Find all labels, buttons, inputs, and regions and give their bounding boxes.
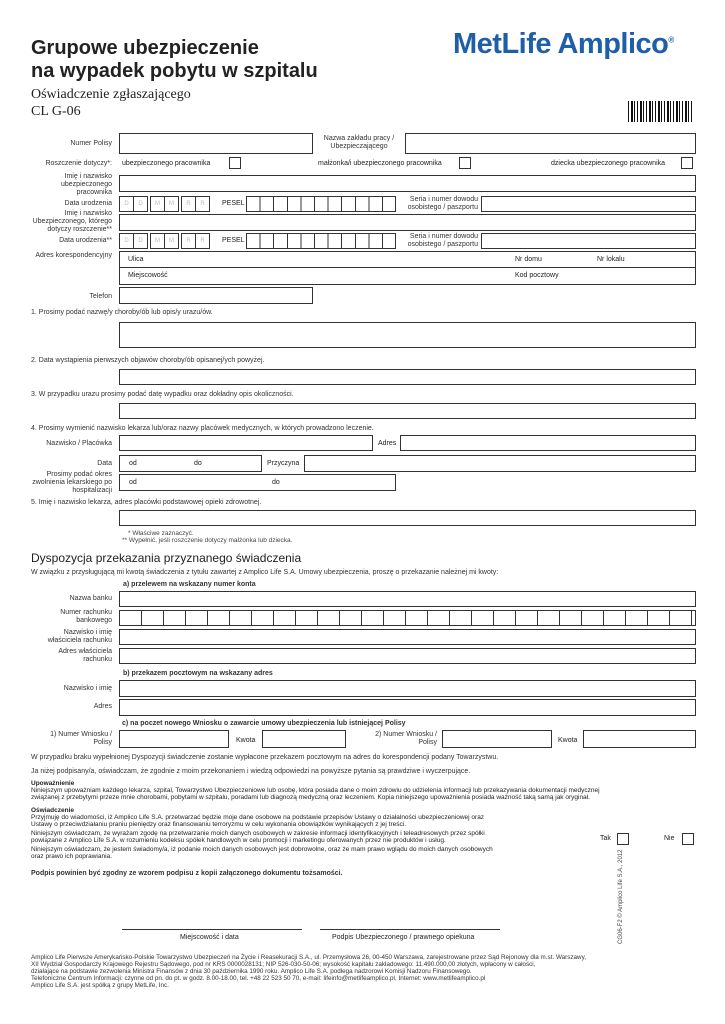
question-3: 3. W przypadku urazu prosimy podać datę wypadku oraz dokładny opis okoliczności.	[31, 391, 294, 398]
postal-address-label: Adres	[93, 703, 112, 710]
question-1-input[interactable]	[119, 322, 696, 348]
statement-line-5: Niniejszym oświadczam, że jestem świadomy/a, iż podanie moich danych osobowych jest dobrowolne, oraz że mam prawo wglądu do moich danych osobowych	[31, 846, 493, 853]
side-copyright: CG06-F2 © Amplico Life S.A., 2012	[618, 849, 624, 944]
phone-input[interactable]	[119, 287, 313, 304]
policy-number-input[interactable]	[119, 133, 313, 154]
postcode-label: Kod pocztowy	[515, 272, 559, 279]
payout-heading: Dyspozycja przekazania przyznanego świadczenia	[31, 551, 302, 565]
sick-leave-input[interactable]	[119, 474, 396, 491]
postal-note: W przypadku braku wypełnionej Dyspozycji świadczenie zostanie wypłacone przekazem pocztowym na adres do korespondencji podany Towarzystwu.	[31, 754, 499, 761]
authorization-text-2: związanej z przebytymi przeze mnie chorobami, pobytami w szpitalu, poradami lub diagnozą medyczną oraz leczeniem. Kopia niniejszego upoważnienia posiada ważność taką samą jak oryginał.	[31, 794, 590, 801]
consent-no-label: Nie	[664, 835, 675, 842]
facility-address-label: Adres	[378, 440, 397, 447]
amount-2-input[interactable]	[583, 730, 696, 748]
street-label: Ulica	[128, 256, 144, 263]
account-no-input[interactable]	[119, 610, 696, 626]
treatment-date-input[interactable]	[119, 455, 262, 472]
insured-name-label: Imię i nazwisko ubezpieczonego pracownika	[61, 173, 112, 196]
doctor-facility-input[interactable]	[119, 435, 373, 451]
payout-intro: W związku z przysługującą mi kwotą świadczenia z tytułu zawartej z Amplico Life S.A. Umowy ubezpieczenia, proszę o przekazanie należnej mi kwoty:	[31, 569, 499, 576]
owner-address-input[interactable]	[119, 648, 696, 664]
consent-no-checkbox[interactable]	[682, 833, 694, 845]
birth-date2-cell[interactable]: M	[164, 233, 179, 249]
birth-date2-cell[interactable]: D	[133, 233, 148, 249]
policy-2-input[interactable]	[442, 730, 552, 748]
amount-1-label: Kwota	[236, 737, 256, 744]
statement-line-6: oraz prawo ich poprawiania.	[31, 853, 112, 860]
statement-line-1: Przyjmuję do wiadomości, iż Amplico Life S.A. przetwarzać będzie moje dane osobowe na podstawie przepisów Ustawy o działalności ubezpieczeniowej oraz	[31, 814, 485, 821]
bank-name-input[interactable]	[119, 591, 696, 607]
birth-date-label: Data urodzenia	[64, 200, 112, 207]
question-5: 5. Imię i nazwisko lekarza, adres placówki podstawowej opieki zdrowotnej.	[31, 499, 262, 506]
id-doc2-label: Seria i numer dowodu osobistego / paszportu	[407, 233, 478, 248]
bank-name-label: Nazwa banku	[69, 595, 112, 602]
question-4: 4. Prosimy wymienić nazwisko lekarza lub/oraz nazwy placówek medycznych, w których prowadzono leczenie.	[31, 425, 374, 432]
policy-1-input[interactable]	[119, 730, 229, 748]
amount-1-input[interactable]	[262, 730, 346, 748]
pesel-label: PESEL	[222, 200, 245, 207]
address-label: Adres korespondencyjny	[35, 252, 112, 259]
postal-name-input[interactable]	[119, 680, 696, 697]
pesel-input[interactable]	[246, 196, 396, 212]
facility-address-input[interactable]	[400, 435, 696, 451]
treatment-date-label: Data	[97, 460, 112, 467]
statement-line-2: Ustawy o przeciwdziałaniu praniu pieniędzy oraz finansowaniu terroryzmu w celu wykonania obowiązków wynikających z jej treści.	[31, 821, 407, 828]
footnote-2: ** Wypełnić, jeśli roszczenie dotyczy małżonka lub dziecka.	[122, 537, 293, 544]
statement-line-3: Niniejszym oświadczam, że wyrażam zgodę na przetwarzanie moich danych osobowych w zakresie informacji identyfikacyjnych i teleadresowych przez spółki	[31, 830, 485, 837]
birth-date2-cell[interactable]: M	[150, 233, 165, 249]
employer-name-label: Nazwa zakładu pracy / Ubezpieczającego	[323, 135, 395, 150]
footer: Amplico Life Pierwsze Amerykańsko-Polskie Towarzystwo Ubezpieczeń na Życie i Reasekuracji S.A., ul. Przemysłowa 26, 00-450 Warszawa, zarejestrowane przez Sąd Rejonowy dla m.st. Warszawy, XII Wydział Gospodarczy Krajowego Rejestru Sądowego, pod nr KRS 0000028131; NIP 526-030-50-06; wysokość kapitału zakładowego: 11.490.000,00 złotych, wpłacony w całości, działające na podstawie zezwolenia Ministra Finansów z dnia 30 października 1990 roku. Amplico Life S.A. podlega nadzorowi Komisji Nadzoru Finansowego. Telefoniczne Centrum Informacji: czynne od pn. do pt. w godz. 8.00-18.00, tel. +48 22 523 50 70, e-mail: lifeinfo@metlifeamplico.pl, Internet: www.metlifeamplico.pl Amplico Life S.A. jest spółką z grupy MetLife, Inc.	[31, 954, 587, 989]
birth-date2-label: Data urodzenia**	[59, 237, 112, 244]
question-5-input[interactable]	[119, 510, 696, 526]
option-spouse-label: małżonka/i ubezpieczonego pracownika	[318, 160, 442, 167]
employer-name-input[interactable]	[405, 133, 696, 154]
question-1: 1. Prosimy podać nazwę/y choroby/ób lub opis/y urazu/ów.	[31, 309, 213, 316]
account-no-label: Numer rachunku bankowego	[60, 609, 112, 624]
owner-address-label: Adres właściciela rachunku	[58, 648, 112, 663]
form-code: CL G-06	[31, 104, 81, 119]
option-a-label: a) przelewem na wskazany numer konta	[123, 581, 256, 588]
flat-no-label: Nr lokalu	[597, 256, 625, 263]
question-2-input[interactable]	[119, 369, 696, 385]
city-label: Miejscowość	[128, 272, 168, 279]
signature-note: Podpis powinien być zgodny ze wzorem podpisu z kopii załączonego dokumentu tożsamości.	[31, 870, 343, 877]
birth-date-cell[interactable]: M	[150, 196, 165, 212]
birth-date-cell[interactable]: D	[133, 196, 148, 212]
policy-2-label: 2) Numer Wniosku / Polisy	[375, 731, 437, 746]
consent-yes-label: Tak	[600, 835, 611, 842]
birth-date2-cell[interactable]: R	[195, 233, 210, 249]
question-3-input[interactable]	[119, 403, 696, 419]
pesel2-label: PESEL	[222, 237, 245, 244]
amount-2-label: Kwota	[558, 737, 578, 744]
house-no-label: Nr domu	[515, 256, 542, 263]
option-b-label: b) przekazem pocztowym na wskazany adres	[123, 670, 273, 677]
statement-heading: Oświadczenie	[31, 807, 74, 814]
id-doc-input[interactable]	[481, 196, 696, 212]
postal-address-input[interactable]	[119, 699, 696, 716]
declaration: Ja niżej podpisany/a, oświadczam, że zgodnie z moim przekonaniem i wiedzą odpowiedzi na powyższe pytania są prawdziwe i wyczerpujące.	[31, 768, 471, 775]
option-child-checkbox[interactable]	[681, 157, 693, 169]
postal-name-label: Nazwisko i imię	[63, 685, 112, 692]
owner-name-label: Nazwisko i imię właściciela rachunku	[47, 629, 112, 644]
question-2: 2. Data wystąpienia pierwszych objawów choroby/ób opisanej/ych powyżej.	[31, 357, 265, 364]
birth-date-cell[interactable]: M	[164, 196, 179, 212]
option-c-label: c) na poczet nowego Wniosku o zawarcie umowy ubezpieczenia lub istniejącej Polisy	[122, 720, 406, 727]
statement-line-4: powiązane z Amplico Life S.A. w rozumieniu kodeksu spółek handlowych w celu promocji i marketingu oferowanych przez nie produktów i usług.	[31, 837, 446, 844]
birth-date-cell[interactable]: R	[181, 196, 196, 212]
owner-name-input[interactable]	[119, 629, 696, 645]
id-doc-label: Seria i numer dowodu osobistego / paszportu	[407, 196, 478, 211]
birth-date2-cell[interactable]: R	[181, 233, 196, 249]
doctor-facility-label: Nazwisko / Placówka	[46, 440, 112, 447]
sick-leave-from-label: od	[129, 479, 137, 486]
sick-leave-to-label: do	[272, 479, 280, 486]
metlife-logo: MetLife Amplico®	[453, 28, 674, 60]
option-child-label: dziecka ubezpieczonego pracownika	[551, 160, 666, 167]
sick-leave-label: Prosimy podać okres zwolnienia lekarskiego po hospitalizacji	[32, 471, 112, 494]
id-doc2-input[interactable]	[481, 233, 696, 249]
subtitle: Oświadczenie zgłaszającego	[31, 87, 191, 102]
treatment-to-label: do	[194, 460, 202, 467]
signature-label: Podpis Ubezpieczonego / prawnego opiekuna	[332, 934, 475, 941]
treatment-from-label: od	[129, 460, 137, 467]
reason-input[interactable]	[304, 455, 696, 472]
barcode	[628, 101, 694, 122]
option-employee-checkbox[interactable]	[229, 157, 241, 169]
pesel2-input[interactable]	[246, 233, 396, 249]
claimant-name-label: Imię i nazwisko Ubezpieczonego, którego dotyczy roszczenie**	[32, 210, 112, 233]
phone-label: Telefon	[89, 293, 112, 300]
place-date-label: Miejscowość i data	[180, 934, 239, 941]
authorization-heading: Upoważnienie	[31, 780, 75, 787]
claim-for-label: Roszczenie dotyczy*:	[45, 160, 112, 167]
footnote-1: * Właściwe zaznaczyć.	[128, 530, 194, 537]
place-date-line	[122, 929, 302, 930]
policy-1-label: 1) Numer Wniosku / Polisy	[50, 731, 112, 746]
page-title: Grupowe ubezpieczenie na wypadek pobytu w szpitalu	[31, 37, 318, 82]
insured-name-input[interactable]	[119, 175, 696, 192]
birth-date-cell[interactable]: R	[195, 196, 210, 212]
authorization-text-1: Niniejszym upoważniam każdego lekarza, szpital, Towarzystwo Ubezpieczeniowe lub osobę, która posiada dane o moim zdrowiu do udzielenia informacji lub przekazywania dokumentacji medycznej	[31, 787, 600, 794]
birth-date2-cell[interactable]: D	[119, 233, 134, 249]
option-employee-label: ubezpieczonego pracownika	[122, 160, 211, 167]
reason-label: Przyczyna	[267, 460, 300, 467]
policy-number-label: Numer Polisy	[70, 140, 112, 147]
signature-line	[320, 929, 500, 930]
option-spouse-checkbox[interactable]	[459, 157, 471, 169]
birth-date-cell[interactable]: D	[119, 196, 134, 212]
claimant-name-input[interactable]	[119, 214, 696, 231]
